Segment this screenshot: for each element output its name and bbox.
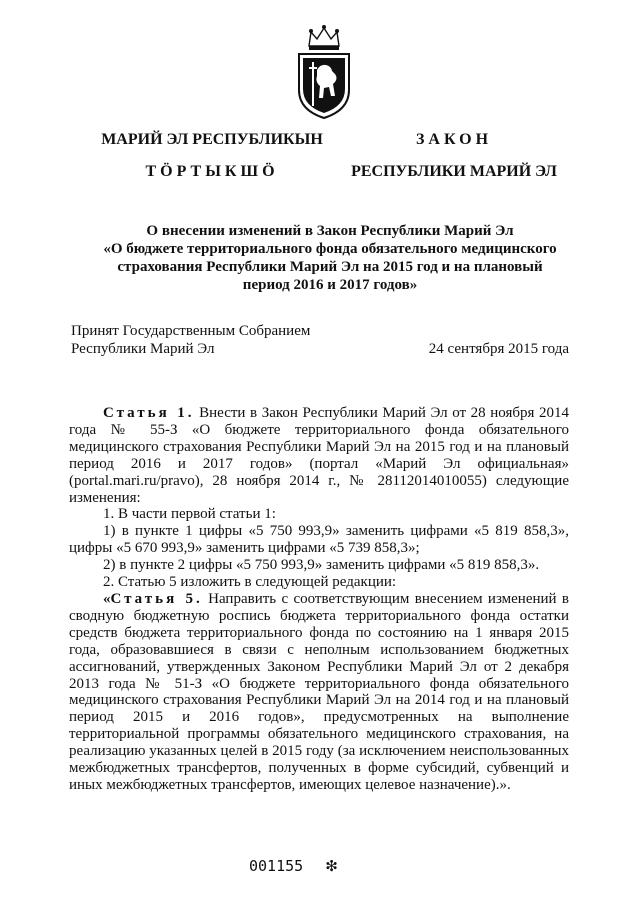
crown-band: [309, 46, 339, 50]
asterisk-mark-icon: ❇: [325, 857, 338, 875]
law-title: [95, 222, 565, 294]
crown-jewel: [309, 29, 313, 33]
header-left-line2: ТӦРТЫКШӦ: [145, 163, 279, 180]
crown-jewel: [335, 29, 339, 33]
law-title-line: период 2016 и 2017 годов»: [242, 277, 418, 293]
crown-jewel: [322, 25, 326, 29]
article-1-text: Внести в Закон Республики Марий Эл от 28 ноября 2014 года № 55-З «О бюджете территориального фонда обязательного медицинского страхования Республики Марий Эл на 2015 год и на плановый период 2016 и 2017 годов» (портал «Марий Эл официальная» (portal.mari.ru/pravo), 28 ноября 2014 г., № 28112014010055) следующие изменения:: [69, 405, 569, 506]
header-left: [96, 130, 328, 182]
article-1-item: 1) в пункте 1 цифры «5 750 993,9» заменить цифрами «5 819 858,3», цифры «5 670 993,9» заменить цифрами «5 739 858,3»;: [69, 523, 569, 557]
article-5-label: Статья 5.: [110, 590, 203, 607]
adoption-block: [71, 322, 571, 358]
article-5-open-quote: «: [103, 590, 111, 607]
coat-of-arms-icon: [293, 24, 355, 120]
article-5-paragraph: [69, 591, 569, 794]
law-title-line: страхования Республики Марий Эл на 2015 год и на плановый: [117, 259, 543, 275]
document-number: 001155: [249, 857, 304, 875]
adoption-line1: Принят Государственным Собранием: [71, 323, 311, 339]
law-title-line: О внесении изменений в Закон Республики Марий Эл: [146, 223, 514, 239]
header-left-line1: МАРИЙ ЭЛ РЕСПУБЛИКЫН: [101, 131, 323, 148]
header-right: [338, 130, 570, 182]
header-right-line1: ЗАКОН: [415, 131, 493, 148]
article-1-item: 1. В части первой статьи 1:: [103, 506, 276, 523]
law-body: [69, 405, 569, 794]
article-1-item: 2. Статью 5 изложить в следующей редакции:: [103, 574, 397, 591]
crown-shape: [309, 28, 339, 46]
adoption-date: 24 сентября 2015 года: [428, 341, 569, 357]
article-1-label: Статья 1.: [103, 405, 195, 421]
article-5-text: Направить с соответствующим внесением изменений в сводную бюджетную роспись бюджета территориального фонда остатки средств бюджета территориального фонда по состоянию на 1 января 2015 года, образовавшиеся в связи с неполным использованием бюджетных ассигнований, утвержденных Законом Республики Марий Эл от 2 декабря 2013 года № 51-З «О бюджете территориального фонда обязательного медицинского страхования Республики Марий Эл на 2014 год и на плановый период 2015 и 2016 годов», предусмотренных на выполнение территориальной программы обязательного медицинского страхования, на реализацию указанных целей в 2015 году (за исключением неиспользованных межбюджетных трансфертов, полученных в форме субсидий, субвенций и иных межбюджетных трансфертов, имеющих целевое назначение).».: [69, 590, 569, 793]
coat-of-arms-svg: [293, 24, 355, 120]
law-title-line: «О бюджете территориального фонда обязательного медицинского: [103, 241, 557, 257]
header-right-line2: РЕСПУБЛИКИ МАРИЙ ЭЛ: [351, 163, 557, 180]
article-1-paragraph: [69, 405, 569, 506]
adoption-line2: Республики Марий Эл: [71, 341, 215, 357]
article-1-item: 2) в пункте 2 цифры «5 750 993,9» заменить цифрами «5 819 858,3».: [103, 557, 540, 574]
footer-number: [249, 857, 338, 875]
